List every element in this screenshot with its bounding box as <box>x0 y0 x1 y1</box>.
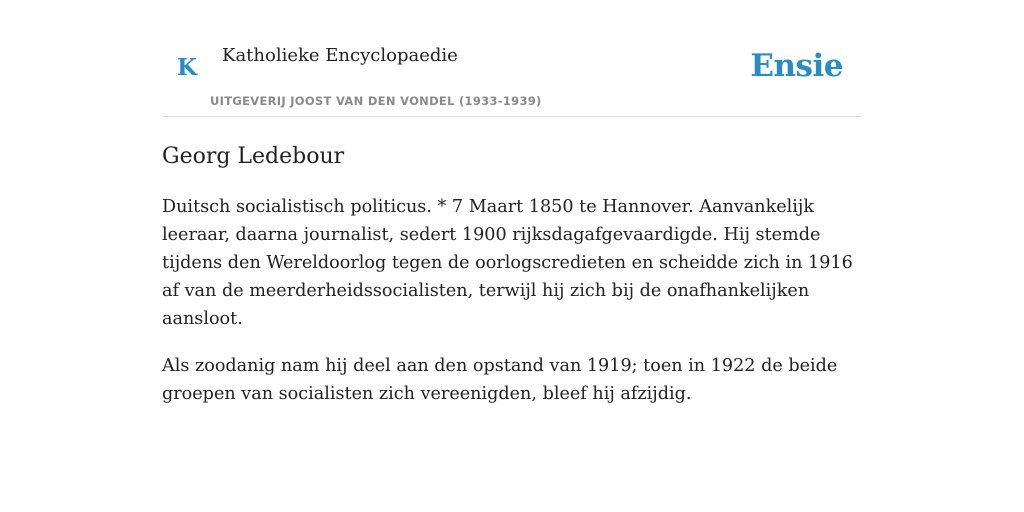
book-logo-link[interactable]: K <box>177 54 197 81</box>
book-title: Katholieke Encyclopaedie <box>222 45 458 66</box>
article-title: Georg Ledebour <box>162 144 345 169</box>
article <box>162 142 862 408</box>
page-container <box>162 0 862 427</box>
article-paragraph: Als zoodanig nam hij deel aan den opstand van 1919; toen in 1922 de beide groepen van socialisten zich vereenigden, bleef hij afzijdig. <box>162 356 838 404</box>
ensie-brand-link[interactable]: Ensie <box>750 48 843 84</box>
article-body <box>162 193 862 408</box>
book-header <box>162 0 862 117</box>
publisher-label: UITGEVERIJ JOOST VAN DEN VONDEL (1933-1939) <box>210 94 542 108</box>
article-paragraph: Duitsch socialistisch politicus. * 7 Maart 1850 te Hannover. Aanvankelijk leeraar, daarna journalist, sedert 1900 rijksdagafgevaardigde. Hij stemde tijdens den Wereldoorlog tegen de oorlogscredieten en scheidde zich in 1916 af van de meerderheidssocialisten, terwijl hij zich bij de onafhankelijken aansloot. <box>162 197 853 329</box>
